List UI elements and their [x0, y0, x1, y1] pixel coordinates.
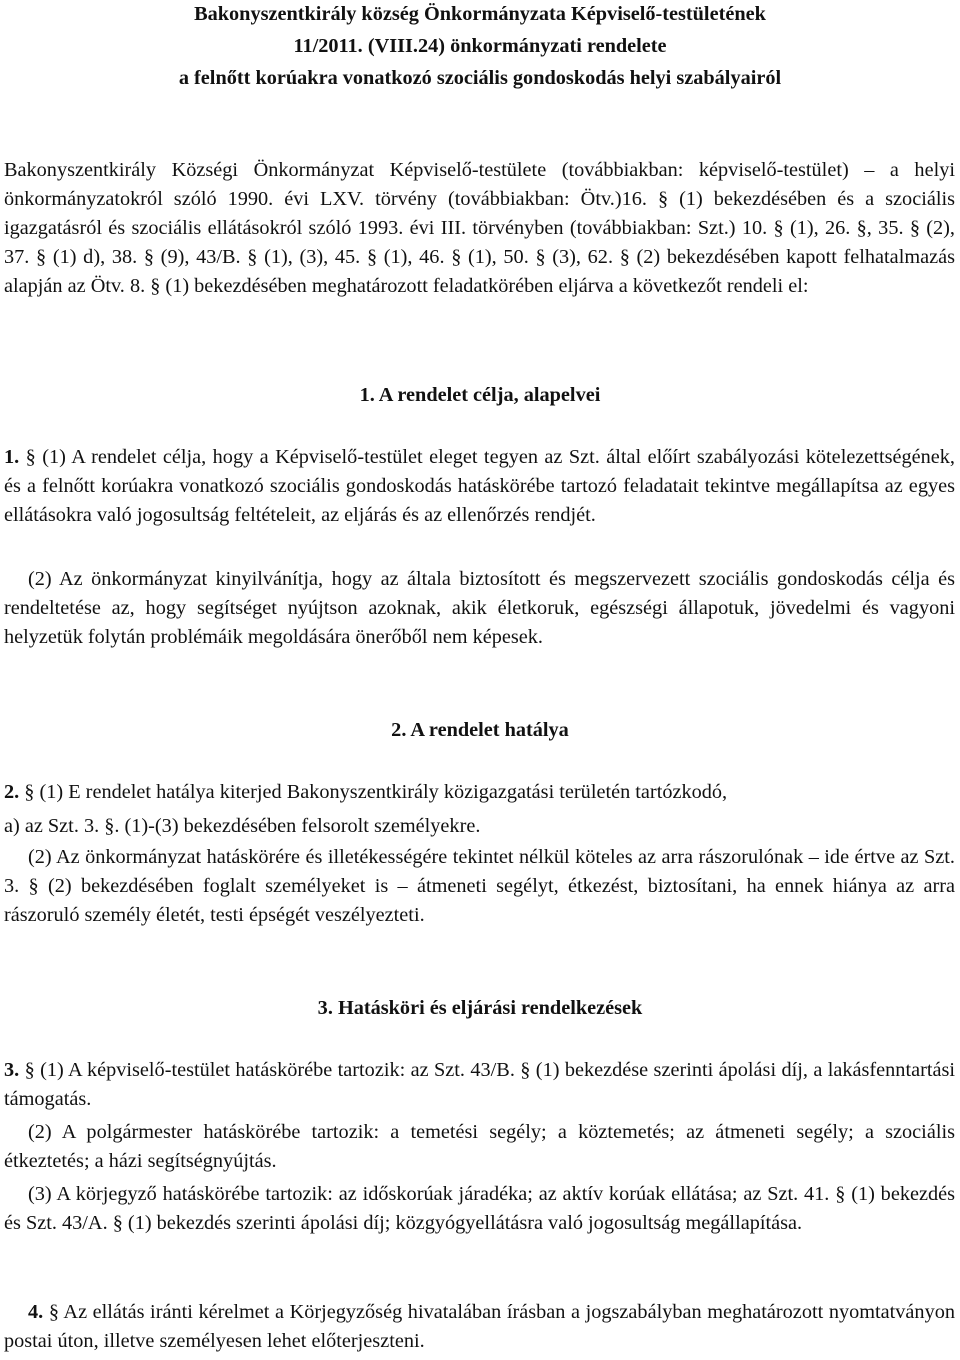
- section-3-paragraph-1: [4, 1056, 955, 1114]
- section-2-paragraph-1: [4, 778, 955, 807]
- section-3-heading: 3. Hatásköri és eljárási rendelkezések: [317, 997, 643, 1019]
- section-1-paragraph-1-text: § (1) A rendelet célja, hogy a Képviselő-testület eleget tegyen az Szt. által előírt szabályozási kötelezettségének, és a felnőtt korúakra vonatkozó szociális gondoskodás hatáskörébe tartozó feladatait tekintve megállapítsa az egyes ellátásokra való jogosultság feltételeit, az eljárás és az ellenőrzés rendjét.: [4, 446, 955, 526]
- section-1-heading: 1. A rendelet célja, alapelvei: [359, 384, 601, 406]
- section-3-number: 3.: [4, 1059, 20, 1081]
- section-3-paragraph-2: (2) A polgármester hatáskörébe tartozik: a temetési segély; a köztemetés; az átmeneti segély; a szociális étkeztetés; a házi segítségnyújtás.: [4, 1121, 955, 1172]
- section-4-paragraph-1-text: § Az ellátás iránti kérelmet a Körjegyzőség hivatalában írásban a jogszabályban meghatározott nyomtatványon postai úton, illetve személyesen lehet előterjeszteni.: [4, 1301, 955, 1352]
- section-2-paragraph-1-text: § (1) E rendelet hatálya kiterjed Bakonyszentkirály közigazgatási területén tartózkodó,: [24, 781, 728, 803]
- document-title-line-2: 11/2011. (VIII.24) önkormányzati rendelete: [293, 35, 667, 57]
- section-1-paragraph-2: (2) Az önkormányzat kinyilvánítja, hogy az általa biztosított és megszervezett szociális gondoskodás célja és rendeltetése az, hogy segítséget nyújtson azoknak, akik életkoruk, egészségi állapotuk, jövedelmi és vagyoni helyzetük folytán problémáik megoldására önerőből nem képesek.: [4, 568, 955, 648]
- document-title-line-1: Bakonyszentkirály község Önkormányzata Képviselő-testületének: [194, 3, 766, 25]
- section-2-number: 2.: [4, 781, 20, 803]
- section-3-paragraph-3: (3) A körjegyző hatáskörébe tartozik: az időskorúak járadéka; az aktív korúak ellátása; az Szt. 41. § (1) bekezdés és Szt. 43/A. § (1) bekezdés szerinti ápolási díj; közgyógyellátásra való jogosultság megállapítása.: [4, 1183, 955, 1234]
- preamble-paragraph: Bakonyszentkirály Községi Önkormányzat Képviselő-testülete (továbbiakban: képviselő-testület) – a helyi önkormányzatokról szóló 1990. évi LXV. törvény (továbbiakban: Ötv.)16. § (1) bekezdésében és a szociális igazgatásról és szociális ellátásokról szóló 1993. évi III. törvényben (továbbiakban: Szt.) 10. § (1), 26. §, 35. § (2), 37. § (1) d), 38. § (9), 43/B. § (1), (3), 45. § (1), 46. § (1), 50. § (3), 62. § (2) bekezdésében kapott felhatalmazás alapján az Ötv. 8. § (1) bekezdésében meghatározott feladatkörében eljárva a következőt rendeli el:: [4, 159, 955, 297]
- section-4-number: 4.: [28, 1301, 44, 1323]
- section-4-paragraph-1: [4, 1298, 955, 1356]
- section-2-paragraph-1-item-a: a) az Szt. 3. §. (1)-(3) bekezdésében felsorolt személyekre.: [4, 815, 481, 837]
- section-1-number: 1.: [4, 446, 20, 468]
- section-2-paragraph-2: (2) Az önkormányzat hatáskörére és illetékességére tekintet nélkül köteles az arra rászorulónak – ide értve az Szt. 3. § (2) bekezdésében foglalt személyeket is – átmeneti segélyt, étkezést, biztosítani, ha ennek hiánya az arra rászoruló személy életét, testi épségét veszélyezteti.: [4, 846, 955, 926]
- document-title-line-3: a felnőtt korúakra vonatkozó szociális gondoskodás helyi szabályairól: [178, 67, 782, 89]
- section-2-heading: 2. A rendelet hatálya: [391, 719, 569, 741]
- section-1-paragraph-1: [4, 443, 955, 530]
- section-3-paragraph-1-text: § (1) A képviselő-testület hatáskörébe tartozik: az Szt. 43/B. § (1) bekezdése szerinti ápolási díj, a lakásfenntartási támogatás.: [4, 1059, 955, 1110]
